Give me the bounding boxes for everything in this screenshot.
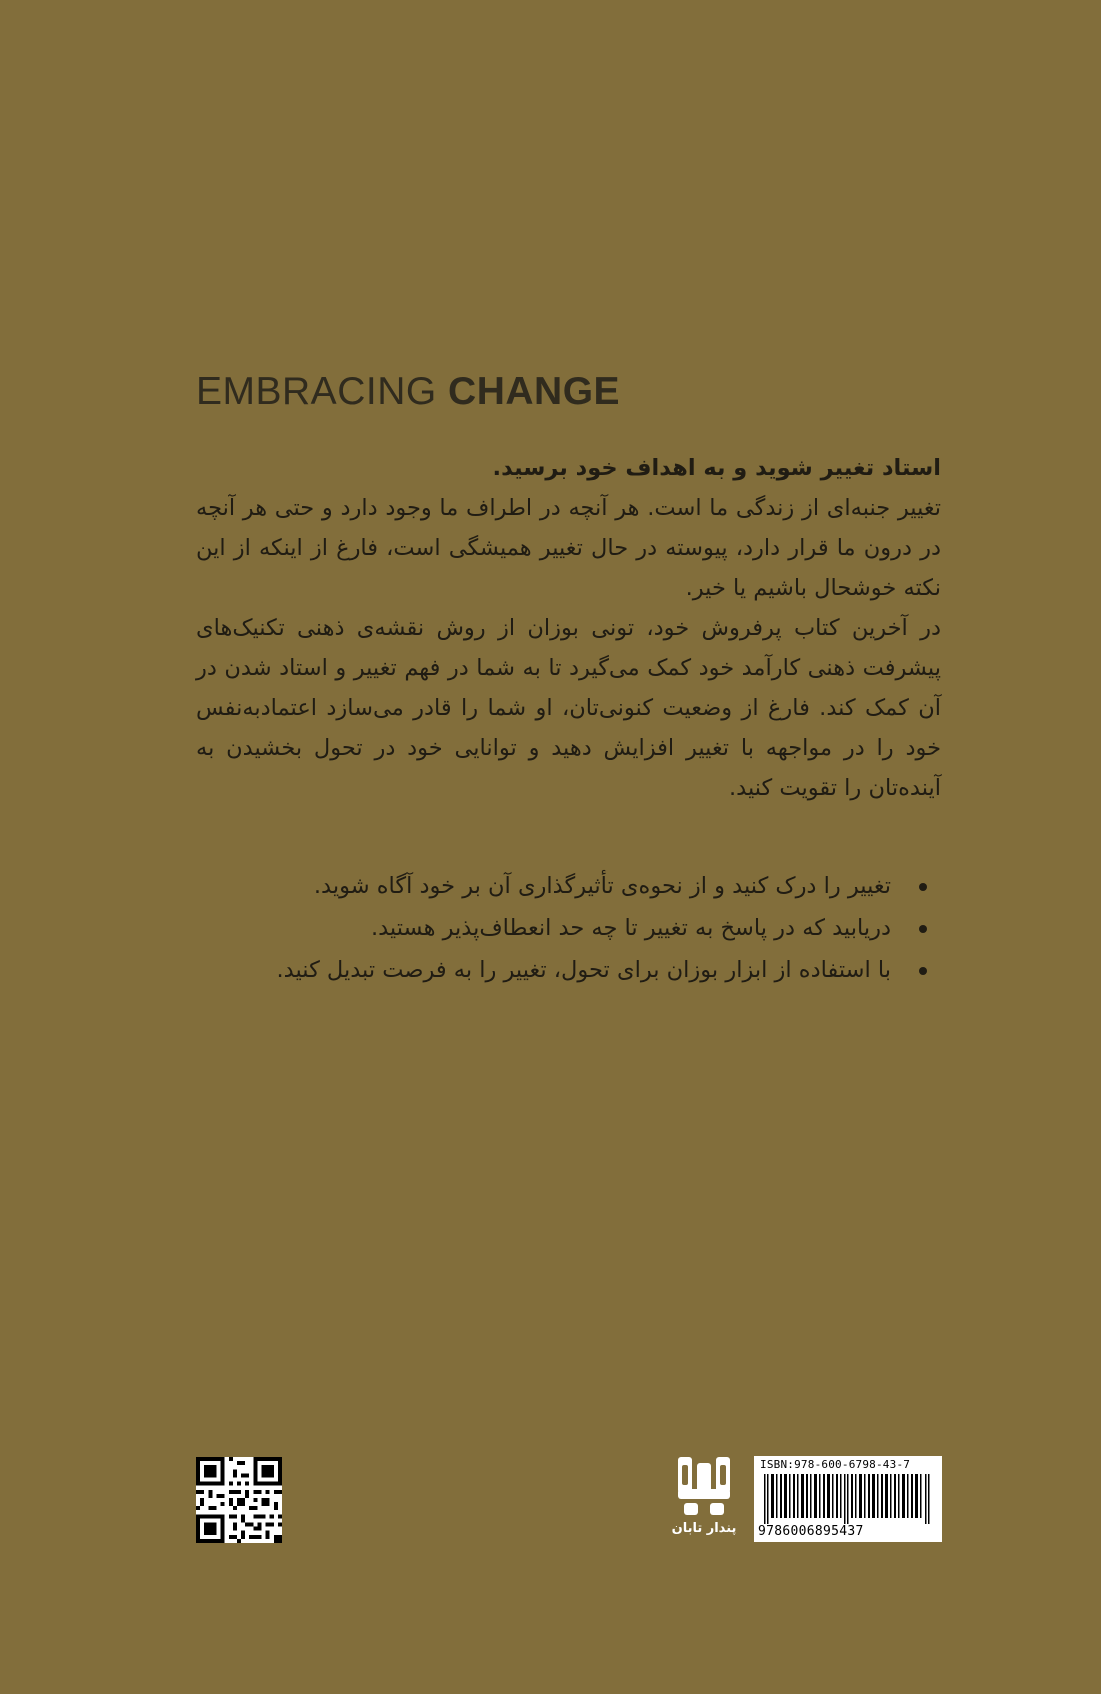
bullet-list [196,865,941,991]
blurb-paragraph-2: در آخرین کتاب پرفروش خود، تونی بوزان از روش نقشه‌ی ذهنی تکنیک‌های پیشرفت ذهنی کارآمد خود کمک می‌گیرد تا به شما در فهم تغییر و استاد شدن در آن کمک کند. فارغ از وضعیت کنونی‌تان، او شما را قادر می‌سازد اعتمادبه‌نفس خود را در مواجهه با تغییر افزایش دهید و توانایی خود در تحول بخشیدن به آینده‌تان را تقویت کنید. [196,615,941,801]
blurb-lead: استاد تغییر شوید و به اهداف خود برسید. [492,455,941,481]
publisher-logo [664,1455,744,1547]
isbn-barcode [754,1456,942,1542]
publisher-mark-icon [676,1455,732,1517]
publisher-name: پندار تابان [671,1521,737,1536]
book-title [196,370,620,414]
barcode-bars-icon [760,1474,936,1524]
bullet-item [196,907,941,949]
bullet-text: دریابید که در پاسخ به تغییر تا چه حد انعطاف‌پذیر هستید. [370,915,891,941]
bullet-item [196,949,941,991]
bullet-dot-icon [919,883,927,891]
qr-code-icon [196,1457,282,1543]
barcode-digits: 9786006895437 [758,1524,864,1539]
isbn-label: ISBN:978-600-6798-43-7 [760,1458,911,1471]
title-light: EMBRACING [196,370,437,413]
blurb [196,448,941,808]
blurb-paragraph-1: تغییر جنبه‌ای از زندگی ما است. هر آنچه در اطراف ما وجود دارد و حتی هر آنچه در درون ما قرار دارد، پیوسته در حال تغییر همیشگی است، فارغ از اینکه از این نکته خوشحال باشیم یا خیر. [196,495,941,601]
bullet-item [196,865,941,907]
title-bold: CHANGE [448,370,621,413]
bullet-text: با استفاده از ابزار بوزان برای تحول، تغییر را به فرصت تبدیل کنید. [276,957,891,983]
bullet-text: تغییر را درک کنید و از نحوه‌ی تأثیرگذاری آن بر خود آگاه شوید. [313,873,891,899]
bullet-dot-icon [919,967,927,975]
bullet-dot-icon [919,925,927,933]
